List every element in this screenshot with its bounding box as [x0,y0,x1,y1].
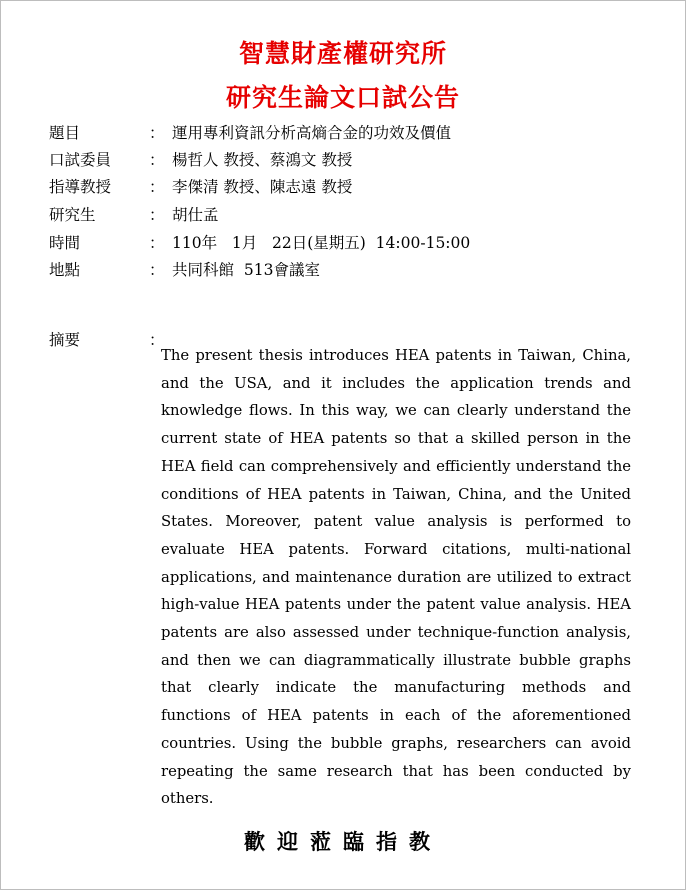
info-value: 胡仕孟 [172,206,219,224]
info-value: 運用專利資訊分析高熵合金的功效及價值 [172,124,452,142]
info-colon: ： [149,124,165,142]
info-label: 指導教授 [49,178,112,196]
closing-welcome: 歡迎蒞臨指教 [244,829,442,854]
info-colon: ： [149,178,165,196]
info-value: 共同科館 513會議室 [172,261,320,279]
abstract-text: The present thesis introduces HEA patents in Taiwan, China, and the USA, and it includes the application trends and knowledge flows. In this way, we can clearly understand the current state of HEA patents so that a skilled person in the HEA field can comprehensively and efficiently understand the conditions of HEA patents in Taiwan, China, and the United States. Moreover, patent value analysis is performed to evaluate HEA patents. Forward citations, multi-national applications, and maintenance duration are utilized to extract high-value HEA patents under the patent value analysis. HEA patents are also assessed under technique-function analysis, and then we can diagrammatically illustrate bubble graphs that clearly indicate the manufacturing methods and functions of HEA patents in each of the aforementioned countries. Using the bubble graphs, researchers can avoid repeating the same research that has been conducted by others. [161,347,631,808]
info-label: 研究生 [49,206,96,224]
info-colon: ： [149,151,165,169]
abstract-label: 摘要 [49,331,81,349]
info-colon: ： [149,261,165,279]
info-value: 楊哲人 教授、蔡鴻文 教授 [172,151,353,169]
info-colon: ： [149,206,165,224]
info-value: 李傑清 教授、陳志遠 教授 [172,178,353,196]
info-label: 時間 [49,234,81,252]
info-label: 題目 [49,124,81,142]
info-value: 110年 1月 22日(星期五) 14:00-15:00 [172,234,471,252]
info-colon: ： [149,234,165,252]
announcement-title: 研究生論文口試公告 [225,83,460,112]
info-label: 口試委員 [49,151,112,169]
abstract-colon: ： [149,331,165,349]
institute-title: 智慧財產權研究所 [238,39,447,68]
info-label: 地點 [49,261,81,279]
